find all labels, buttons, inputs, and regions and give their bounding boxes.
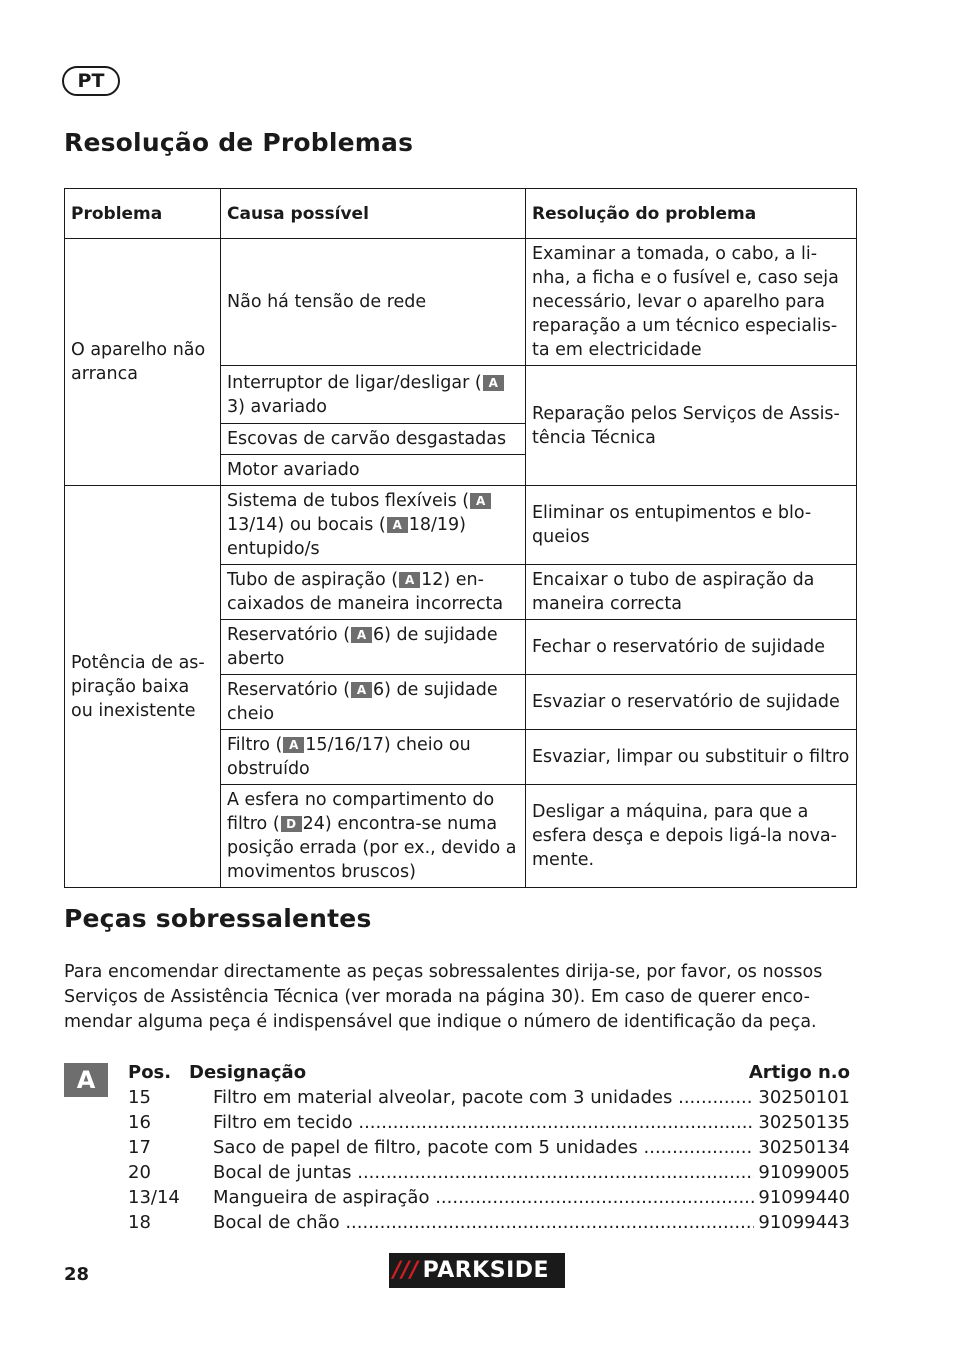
- parkside-logo: [389, 1253, 565, 1288]
- solution-cell: Reparação pelos Serviços de Assis-tência Técnica: [526, 366, 857, 486]
- solution-cell: Esvaziar, limpar ou substituir o filtro: [526, 730, 857, 785]
- cause-text: Filtro (: [227, 735, 283, 755]
- part-designation: Filtro em tecido .....: [213, 1110, 754, 1135]
- table-row: [65, 486, 857, 565]
- cause-text: 13/14) ou bocais (: [227, 515, 386, 535]
- cause-cell: [221, 785, 526, 888]
- cause-text: Interruptor de ligar/desligar (: [227, 372, 482, 393]
- solution-cell: Esvaziar o reservatório de sujidade: [526, 675, 857, 730]
- list-item: [128, 1085, 850, 1110]
- list-item: [128, 1185, 850, 1210]
- troubleshooting-table: [64, 188, 857, 888]
- problem-cell: Potência de as-piração baixa ou inexistente: [65, 486, 221, 888]
- cause-text: 15/16/17) cheio ou obstruído: [227, 735, 471, 779]
- problem-cell: O aparelho não arranca: [65, 239, 221, 486]
- solution-cell: Encaixar o tubo de aspiração da maneira correcta: [526, 565, 857, 620]
- page-number: 28: [64, 1264, 90, 1285]
- cause-text: 12) en-caixados de maneira incorrecta: [227, 570, 504, 614]
- table-header-row: [65, 189, 857, 239]
- cause-text: 6) de sujidade cheio: [227, 680, 498, 724]
- part-designation: Bocal de chão .....: [213, 1210, 754, 1235]
- part-pos: 17: [128, 1137, 151, 1158]
- header-solution: Resolução do problema: [526, 189, 857, 239]
- header-designation: Designação: [189, 1062, 307, 1083]
- part-pos: 20: [128, 1162, 151, 1183]
- part-article: 91099440: [758, 1187, 850, 1208]
- cause-cell: [221, 486, 526, 565]
- parts-header-row: [128, 1060, 850, 1085]
- part-pos: 16: [128, 1112, 151, 1133]
- spare-parts-intro: Para encomendar directamente as peças sobressalentes dirija-se, por favor, os nossos Serviços de Assistência Técnica (ver morada na página 30). Em caso de querer enco-mendar alguma peça é indispensável que indique o número de identificação da peça.: [64, 962, 823, 1032]
- cause-text: 18/19) entupido/s: [227, 515, 466, 559]
- part-pos: 18: [128, 1212, 151, 1233]
- part-pos: 13/14: [128, 1187, 180, 1208]
- table-row: [65, 239, 857, 366]
- cause-text: 6) de sujidade aberto: [227, 625, 498, 669]
- language-badge: PT: [62, 66, 120, 96]
- solution-cell: Desligar a máquina, para que a esfera desça e depois ligá-la nova-mente.: [526, 785, 857, 888]
- part-designation: Filtro em material alveolar, pacote com 3 unidades .....: [213, 1085, 754, 1110]
- solution-cell: Examinar a tomada, o cabo, a li-nha, a ficha e o fusível e, caso seja necessário, levar o aparelho para reparação a um técnico especialis-ta em electricidade: [526, 239, 857, 366]
- figure-d-ref-icon: D: [281, 816, 302, 832]
- spare-parts-title: Peças sobressalentes: [64, 904, 372, 933]
- header-cause: Causa possível: [221, 189, 526, 239]
- logo-stripes-icon: ///: [393, 1258, 419, 1283]
- parts-grid: [128, 1060, 850, 1235]
- cause-cell: Não há tensão de rede: [221, 239, 526, 366]
- list-item: [128, 1110, 850, 1135]
- figure-a-ref-icon: A: [470, 493, 491, 509]
- list-item: [128, 1160, 850, 1185]
- part-designation: Bocal de juntas .....: [213, 1160, 754, 1185]
- figure-a-badge-icon: A: [64, 1063, 108, 1097]
- part-designation: Mangueira de aspiração .....: [213, 1185, 754, 1210]
- solution-cell: Eliminar os entupimentos e blo-queios: [526, 486, 857, 565]
- part-article: 30250101: [758, 1087, 850, 1108]
- cause-cell: [221, 565, 526, 620]
- part-designation: Saco de papel de filtro, pacote com 5 unidades .....: [213, 1135, 754, 1160]
- solution-cell: Fechar o reservatório de sujidade: [526, 620, 857, 675]
- part-article: 30250134: [758, 1137, 850, 1158]
- cause-cell: [221, 730, 526, 785]
- list-item: [128, 1210, 850, 1235]
- part-pos: 15: [128, 1087, 151, 1108]
- troubleshooting-title: Resolução de Problemas: [64, 128, 414, 157]
- figure-a-ref-icon: A: [351, 627, 372, 643]
- header-pos: Pos.: [128, 1062, 172, 1083]
- figure-a-ref-icon: A: [387, 517, 408, 533]
- figure-a-ref-icon: A: [351, 682, 372, 698]
- cause-text: Reservatório (: [227, 680, 351, 700]
- cause-text: 3) avariado: [227, 396, 327, 417]
- header-article: Artigo n.o: [748, 1062, 850, 1083]
- cause-cell: [221, 620, 526, 675]
- cause-text: 24) encontra-se numa posição errada (por ex., devido a movimentos bruscos): [227, 814, 517, 882]
- header-problem: Problema: [65, 189, 221, 239]
- cause-cell: [221, 675, 526, 730]
- part-article: 91099005: [758, 1162, 850, 1183]
- cause-text: Reservatório (: [227, 625, 351, 645]
- figure-a-ref-icon: A: [283, 737, 304, 753]
- figure-a-ref-icon: A: [399, 572, 420, 588]
- cause-cell: Motor avariado: [221, 455, 526, 486]
- cause-text: Tubo de aspiração (: [227, 570, 399, 590]
- part-article: 30250135: [758, 1112, 850, 1133]
- list-item: [128, 1135, 850, 1160]
- cause-text: Sistema de tubos flexíveis (: [227, 491, 470, 511]
- figure-a-ref-icon: A: [483, 375, 504, 391]
- cause-text: A esfera no compartimento do filtro (: [227, 790, 495, 834]
- logo-text: PARKSIDE: [422, 1258, 550, 1283]
- part-article: 91099443: [758, 1212, 850, 1233]
- cause-cell: Escovas de carvão desgastadas: [221, 424, 526, 455]
- cause-cell: [221, 366, 526, 424]
